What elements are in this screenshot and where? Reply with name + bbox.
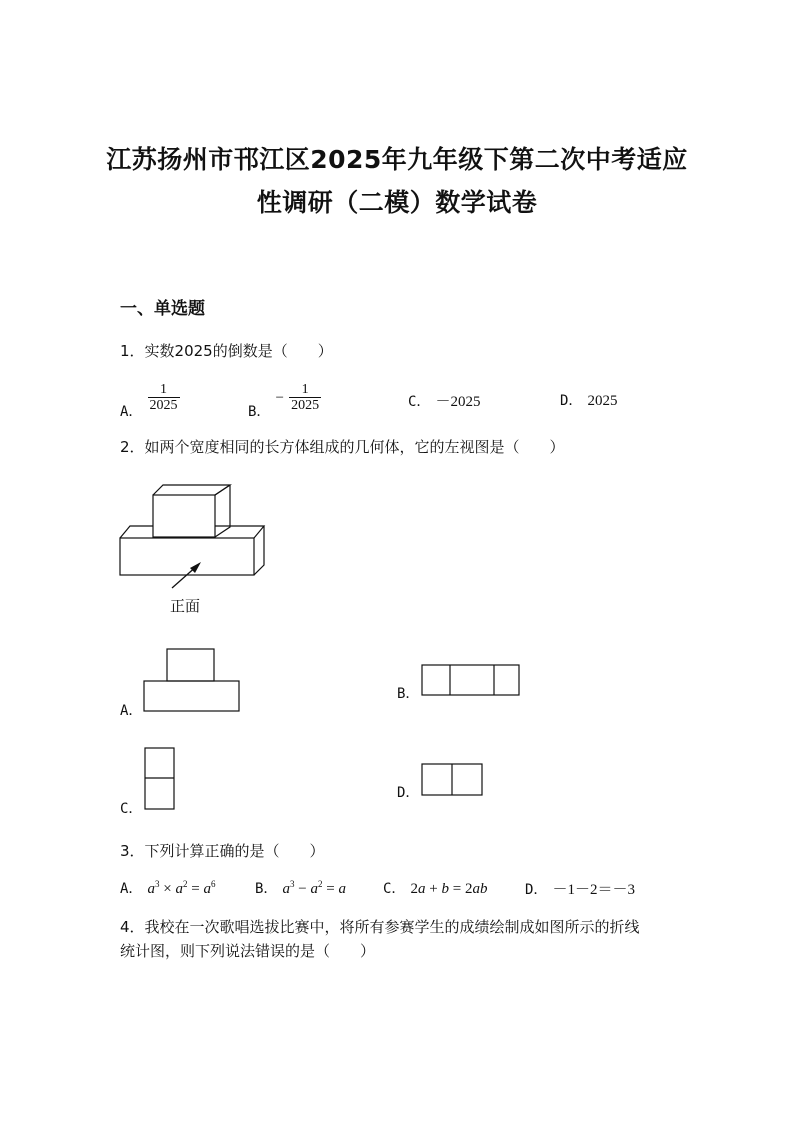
section-heading: 一、单选题 [120, 299, 205, 319]
question-4-stem-line1: 4．我校在一次歌唱选拔比赛中，将所有参赛学生的成绩绘制成如图所示的折线 [120, 918, 640, 936]
paper-title-line1: 江苏扬州市邗江区2025年九年级下第二次中考适应 [106, 145, 688, 174]
q2-option-a-figure[interactable] [143, 648, 243, 714]
q2-option-b-figure[interactable] [421, 664, 523, 698]
question-2-stem: 2．如两个宽度相同的长方体组成的几何体，它的左视图是（ ） [120, 438, 565, 456]
option-expression: $a^3 - a^2 = a$ [282, 879, 346, 897]
option-value: －2025 [435, 394, 481, 410]
q2-option-c-figure[interactable] [144, 747, 178, 813]
option-label: C． [408, 394, 431, 410]
fraction-denominator: 2025 [149, 398, 178, 413]
q1-option-d[interactable] [560, 390, 618, 410]
front-arrow-icon [170, 560, 205, 590]
minus-sign: − [275, 390, 284, 406]
q1-option-b[interactable] [248, 382, 321, 420]
q2-option-a-label[interactable]: A． [120, 703, 143, 719]
q2-option-b-label[interactable]: B． [397, 686, 420, 702]
fraction-denominator: 2025 [291, 398, 320, 413]
q3-option-c[interactable] [383, 878, 487, 898]
option-label: D． [560, 393, 583, 409]
option-expression: $a^3 \times a^2 = a^6$ [147, 879, 216, 897]
option-label: A． [120, 404, 143, 420]
option-label: A． [120, 881, 143, 897]
question-3-stem: 3．下列计算正确的是（ ） [120, 842, 325, 860]
option-label: C． [383, 881, 406, 897]
option-value: 2025 [587, 393, 618, 409]
option-label: B． [248, 404, 271, 420]
q2-option-d-figure[interactable] [421, 763, 487, 799]
question-4-stem-line2: 统计图，则下列说法错误的是（ ） [120, 942, 376, 960]
fraction-numerator: 1 [160, 382, 168, 397]
q1-option-c[interactable] [408, 390, 481, 411]
fraction [289, 382, 321, 413]
option-label: D． [525, 882, 548, 898]
q3-option-d[interactable] [525, 878, 635, 899]
q3-option-b[interactable] [255, 878, 346, 898]
option-expression: 2a + b = 2ab [410, 881, 488, 897]
fraction [148, 382, 180, 413]
q1-option-a[interactable] [120, 382, 180, 420]
option-expression: －1－2＝－3 [552, 882, 636, 898]
q2-option-c-label[interactable]: C． [120, 801, 143, 817]
fraction-numerator: 1 [301, 382, 309, 397]
question-1-stem: 1．实数2025的倒数是（ ） [120, 342, 333, 360]
option-label: B． [255, 881, 278, 897]
front-view-label: 正面 [170, 597, 201, 615]
paper-title-line2: 性调研（二模）数学试卷 [256, 188, 538, 217]
q2-option-d-label[interactable]: D． [397, 785, 420, 801]
q3-option-a[interactable] [120, 878, 215, 898]
